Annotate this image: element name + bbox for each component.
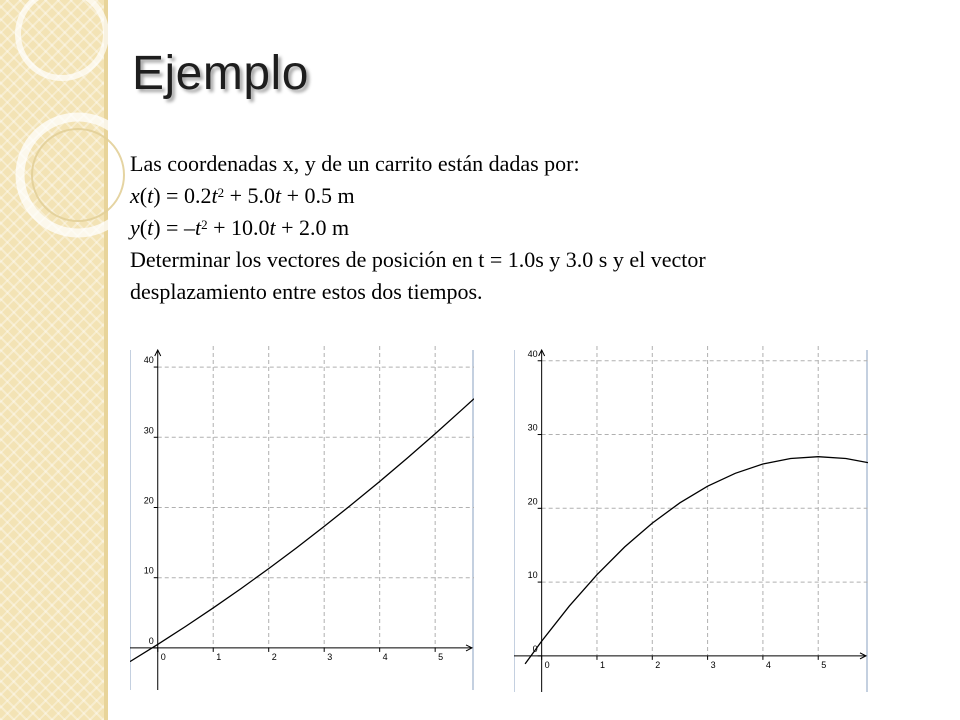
text-run: t (275, 183, 282, 208)
y-tick-label: 10 (143, 565, 154, 576)
y-tick-label: 40 (143, 355, 154, 366)
decorative-circles (0, 0, 140, 260)
text-run: t (211, 183, 218, 208)
x-tick-label: 5 (821, 659, 827, 670)
x-tick-label: 0 (160, 651, 166, 662)
text-run: ) = – (153, 215, 195, 240)
text-run: y (130, 215, 140, 240)
text-run: Determinar los vectores de posición en t = 1.0s y 3.0 s y el vector (130, 247, 706, 272)
y-tick-label: 20 (143, 495, 154, 506)
text-run: t (269, 215, 276, 240)
text-run: ( (139, 215, 148, 240)
text-run: Las coordenadas x, y de un carrito están dadas por: (130, 151, 580, 176)
text-run: desplazamiento entre estos dos tiempos. (130, 279, 483, 304)
x-tick-label: 3 (327, 651, 333, 662)
text-run: ) = 0.2 (153, 183, 212, 208)
text-run: t (147, 183, 154, 208)
slide-title: Ejemplo (132, 47, 309, 100)
x-tick-label: 4 (382, 651, 388, 662)
statement-line (130, 244, 930, 276)
x-tick-label: 0 (544, 659, 550, 670)
x-tick-label: 1 (216, 651, 222, 662)
x-tick-label: 4 (765, 659, 771, 670)
y-tick-label: 20 (527, 496, 538, 507)
x-tick-label: 3 (710, 659, 716, 670)
text-run: + 5.0 (224, 183, 275, 208)
y-tick-label: 30 (143, 425, 154, 436)
y-tick-label: 30 (527, 422, 538, 433)
series-curve (130, 399, 474, 662)
text-run: ( (139, 183, 148, 208)
text-run: t (194, 215, 202, 240)
text-run: + 0.5 m (281, 183, 355, 208)
text-run: + 2.0 m (275, 215, 350, 240)
statement-line (130, 276, 930, 308)
series-curve (525, 457, 868, 664)
x-tick-label: 1 (599, 659, 605, 670)
problem-statement (130, 148, 930, 308)
y-tick-label: 0 (532, 643, 538, 654)
x-tick-label: 2 (271, 651, 277, 662)
x-tick-label: 5 (438, 651, 444, 662)
y-tick-label: 10 (527, 570, 538, 581)
text-run: t (147, 215, 154, 240)
y-tick-label: 40 (527, 348, 538, 359)
statement-line (130, 212, 930, 244)
chart-y-vs-t (514, 346, 868, 692)
text-run: + 10.0 (207, 215, 270, 240)
text-run: x (130, 183, 140, 208)
x-tick-label: 2 (655, 659, 661, 670)
exponent: 2 (201, 217, 208, 232)
chart-x-vs-t (130, 346, 474, 690)
exponent: 2 (217, 185, 225, 200)
statement-line (130, 180, 930, 212)
statement-line (130, 148, 930, 180)
y-tick-label: 0 (148, 635, 154, 646)
